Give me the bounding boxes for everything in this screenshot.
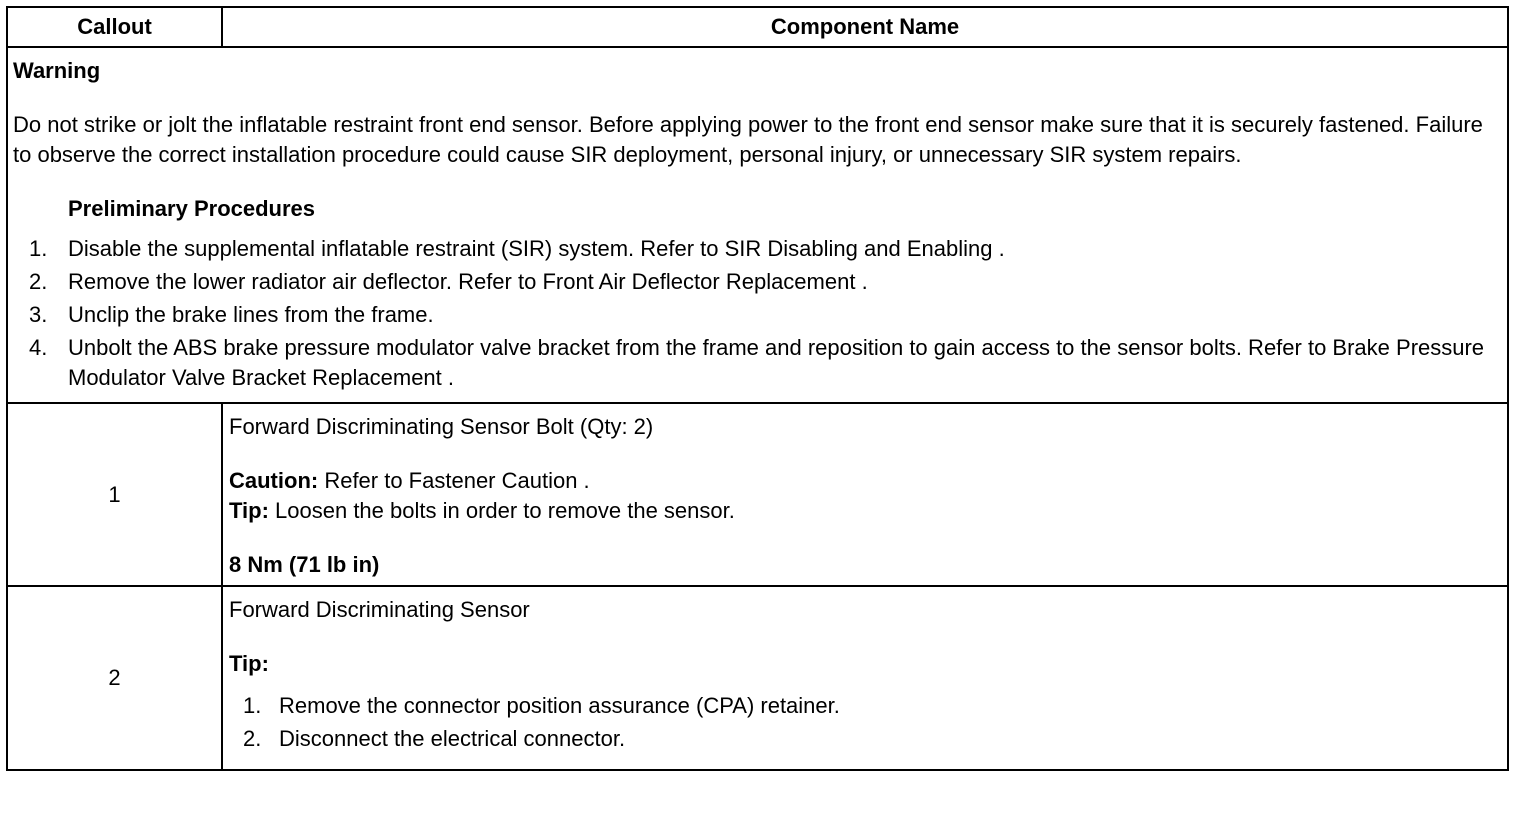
step-number: 1. [243,693,262,718]
component-cell [222,403,1508,586]
step-text: Unbolt the ABS brake pressure modulator valve bracket from the frame and reposition to gain access to the sensor bolts. Refer to Brake Pressure Modulator Valve Bracket Replacement . [68,335,1485,390]
step-number: 3. [29,302,48,327]
step-number: 2. [243,726,262,751]
tip-label: Tip: [229,498,269,523]
component-name-header: Component Name [222,7,1508,47]
caution-label: Caution: [229,468,319,493]
header-row [7,7,1508,47]
step-text: Unclip the brake lines from the frame. [68,302,434,327]
torque-spec: 8 Nm (71 lb in) [229,552,380,577]
component-cell [222,586,1508,770]
callout-number: 2 [7,586,222,770]
step-text: Disable the supplemental inflatable restraint (SIR) system. Refer to SIR Disabling and Enabling . [68,236,1005,261]
procedure-table [6,6,1509,771]
tip-text: Loosen the bolts in order to remove the sensor. [268,498,735,523]
list-item [13,234,1501,264]
step-number: 4. [29,335,48,360]
caution-text: Refer to Fastener Caution . [318,468,590,493]
component-name: Forward Discriminating Sensor Bolt (Qty: 2) [229,414,654,439]
warning-row [7,47,1508,403]
warning-title: Warning [13,58,101,83]
component-name: Forward Discriminating Sensor [229,597,530,622]
table-row [7,586,1508,770]
list-item [13,300,1501,330]
tip-steps [229,691,1501,754]
list-item [13,267,1501,297]
table-row [7,403,1508,586]
preliminary-title: Preliminary Procedures [68,196,316,221]
preliminary-steps [13,234,1501,393]
list-item [229,724,1501,754]
step-number: 2. [29,269,48,294]
list-item [229,691,1501,721]
list-item [13,333,1501,393]
step-text: Disconnect the electrical connector. [279,726,626,751]
tip-label: Tip: [229,651,269,676]
callout-number: 1 [7,403,222,586]
step-text: Remove the connector position assurance (CPA) retainer. [279,693,840,718]
callout-header: Callout [7,7,222,47]
step-number: 1. [29,236,48,261]
warning-cell [7,47,1508,403]
warning-text: Do not strike or jolt the inflatable restraint front end sensor. Before applying power to the front end sensor make sure that it is securely fastened. Failure to observe the correct installation procedure could cause SIR deployment, personal injury, or unnecessary SIR system repairs. [13,112,1483,167]
step-text: Remove the lower radiator air deflector. Refer to Front Air Deflector Replacement . [68,269,868,294]
